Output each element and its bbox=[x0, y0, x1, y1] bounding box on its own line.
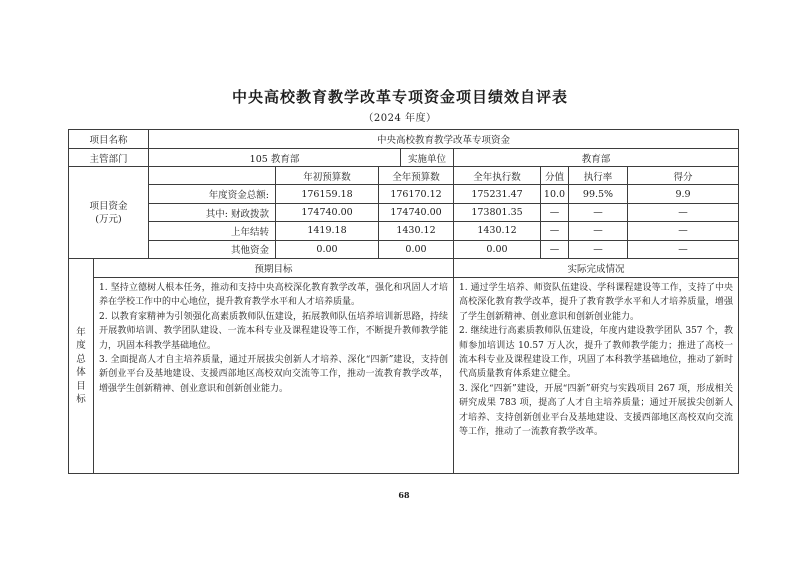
project-funds-section bbox=[69, 167, 739, 259]
funds-row-label: 其中: 财政拨款 bbox=[149, 204, 276, 222]
annual-goal-section bbox=[69, 259, 739, 474]
project-funds-side-label-line2: (万元) bbox=[95, 213, 122, 225]
expected-goal-item: 1. 坚持立德树人根本任务，推动和支持中央高校深化教育教学改革，强化和巩固人才培养在学校工作中的中心地位，提升教育教学水平和人才培养质量。 bbox=[99, 283, 448, 308]
funds-cell: — bbox=[628, 222, 739, 240]
funds-cell: 1430.12 bbox=[379, 222, 454, 240]
funds-row-label: 上年结转 bbox=[149, 222, 276, 240]
funds-cell: 0.00 bbox=[379, 241, 454, 259]
actual-completion-item: 3. 深化“四新”建设，开展“四新”研究与实践项目 267 项，形成相关研究成果 783 项，提高了人才自主培养质量；通过开展拔尖创新人才培养、支持创新创业平台及基地建设、支援西部地区高校双向交流等工作，推动了一流教育教学改革。 bbox=[459, 383, 733, 438]
project-funds-grid bbox=[149, 167, 739, 259]
funds-row-total bbox=[149, 185, 739, 203]
funds-cell: 173801.35 bbox=[454, 204, 541, 222]
funds-row-label: 其他资金 bbox=[149, 241, 276, 259]
supervising-department-value: 105 教育部 bbox=[149, 149, 401, 167]
annual-goal-grid bbox=[94, 259, 739, 474]
project-name-row bbox=[69, 130, 739, 149]
project-name-value: 中央高校教育教学改革专项资金 bbox=[149, 130, 739, 149]
funds-cell: 174740.00 bbox=[276, 204, 379, 222]
funds-row-fiscal-allocation bbox=[149, 204, 739, 222]
department-row bbox=[69, 149, 739, 167]
funds-cell: 175231.47 bbox=[454, 185, 541, 203]
funds-row-label: 年度资金总额: bbox=[149, 185, 276, 203]
project-funds-side-label bbox=[69, 167, 149, 259]
funds-cell: — bbox=[569, 222, 628, 240]
supervising-department-label: 主管部门 bbox=[69, 149, 149, 167]
funds-cell: — bbox=[628, 241, 739, 259]
funds-cell: 174740.00 bbox=[379, 204, 454, 222]
funds-header-annual-execution: 全年执行数 bbox=[454, 167, 541, 185]
funds-cell: 0.00 bbox=[276, 241, 379, 259]
funds-cell: 176170.12 bbox=[379, 185, 454, 203]
funds-header-initial-budget: 年初预算数 bbox=[276, 167, 379, 185]
actual-completion-item: 2. 继续进行高素质教师队伍建设，年度内建设教学团队 357 个，教师参加培训达 10.57 万人次，提升了教师教学能力；推进了高校一流本科专业及课程建设工作，巩固了本科教学基础地位，推动了新时代高质量教育体系建立健全。 bbox=[459, 326, 733, 380]
expected-goal-item: 2. 以教育家精神为引领强化高素质教师队伍建设，拓展教师队伍培养培训新思路，持续开展教师培训、教学团队建设、一流本科专业及课程建设等工作，不断提升教师教学能力，巩固本科教学基础地位。 bbox=[99, 311, 448, 351]
funds-cell: 176159.18 bbox=[276, 185, 379, 203]
funds-cell: 9.9 bbox=[628, 185, 739, 203]
actual-completion-text bbox=[454, 278, 739, 474]
actual-completion-item: 1. 通过学生培养、师资队伍建设、学科课程建设等工作，支持了中央高校深化教育教学改革，提升了教育教学水平和人才培养质量，增强了学生创新精神、创业意识和创新创业能力。 bbox=[459, 283, 733, 322]
funds-row-carryover bbox=[149, 222, 739, 240]
funds-header-score-value: 分值 bbox=[541, 167, 569, 185]
funds-header-empty bbox=[149, 167, 276, 185]
expected-goal-text bbox=[94, 278, 454, 474]
funds-header-score: 得分 bbox=[628, 167, 739, 185]
project-funds-side-label-line1: 项目资金 bbox=[89, 200, 128, 212]
funds-header-annual-budget: 全年预算数 bbox=[379, 167, 454, 185]
funds-cell: — bbox=[541, 241, 569, 259]
page-title: 中央高校教育教学改革专项资金项目绩效自评表 bbox=[231, 88, 568, 106]
expected-goal-item: 3. 全面提高人才自主培养质量，通过开展拔尖创新人才培养、深化“四新”建设，支持创新创业平台及基地建设、支援西部地区高校双向交流等工作，推动一流教育教学改革，增强学生创新精神、创业意识和创新创业能力。 bbox=[99, 355, 448, 394]
funds-cell: — bbox=[541, 222, 569, 240]
project-name-label: 项目名称 bbox=[69, 130, 149, 149]
page-number: 68 bbox=[398, 490, 410, 500]
funds-cell: — bbox=[569, 241, 628, 259]
funds-cell: — bbox=[569, 204, 628, 222]
self-evaluation-table bbox=[68, 129, 739, 474]
funds-row-other bbox=[149, 241, 739, 259]
funds-cell: 10.0 bbox=[541, 185, 569, 203]
annual-goal-side-cell bbox=[69, 259, 94, 474]
funds-cell: 1430.12 bbox=[454, 222, 541, 240]
annual-goal-side-label: 年度总体目标 bbox=[76, 326, 86, 405]
funds-cell: 99.5% bbox=[569, 185, 628, 203]
annual-goal-header-row bbox=[94, 259, 739, 278]
funds-cell: 0.00 bbox=[454, 241, 541, 259]
annual-goal-body-row bbox=[94, 278, 739, 474]
implementing-unit-label: 实施单位 bbox=[401, 149, 454, 167]
funds-cell: — bbox=[628, 204, 739, 222]
page-subtitle: （2024 年度） bbox=[363, 113, 437, 124]
funds-header-execution-rate: 执行率 bbox=[569, 167, 628, 185]
actual-completion-header: 实际完成情况 bbox=[454, 259, 739, 278]
expected-goal-header: 预期目标 bbox=[94, 259, 454, 278]
implementing-unit-value: 教育部 bbox=[454, 149, 739, 167]
funds-cell: 1419.18 bbox=[276, 222, 379, 240]
funds-cell: — bbox=[541, 204, 569, 222]
funds-header-row bbox=[149, 167, 739, 185]
